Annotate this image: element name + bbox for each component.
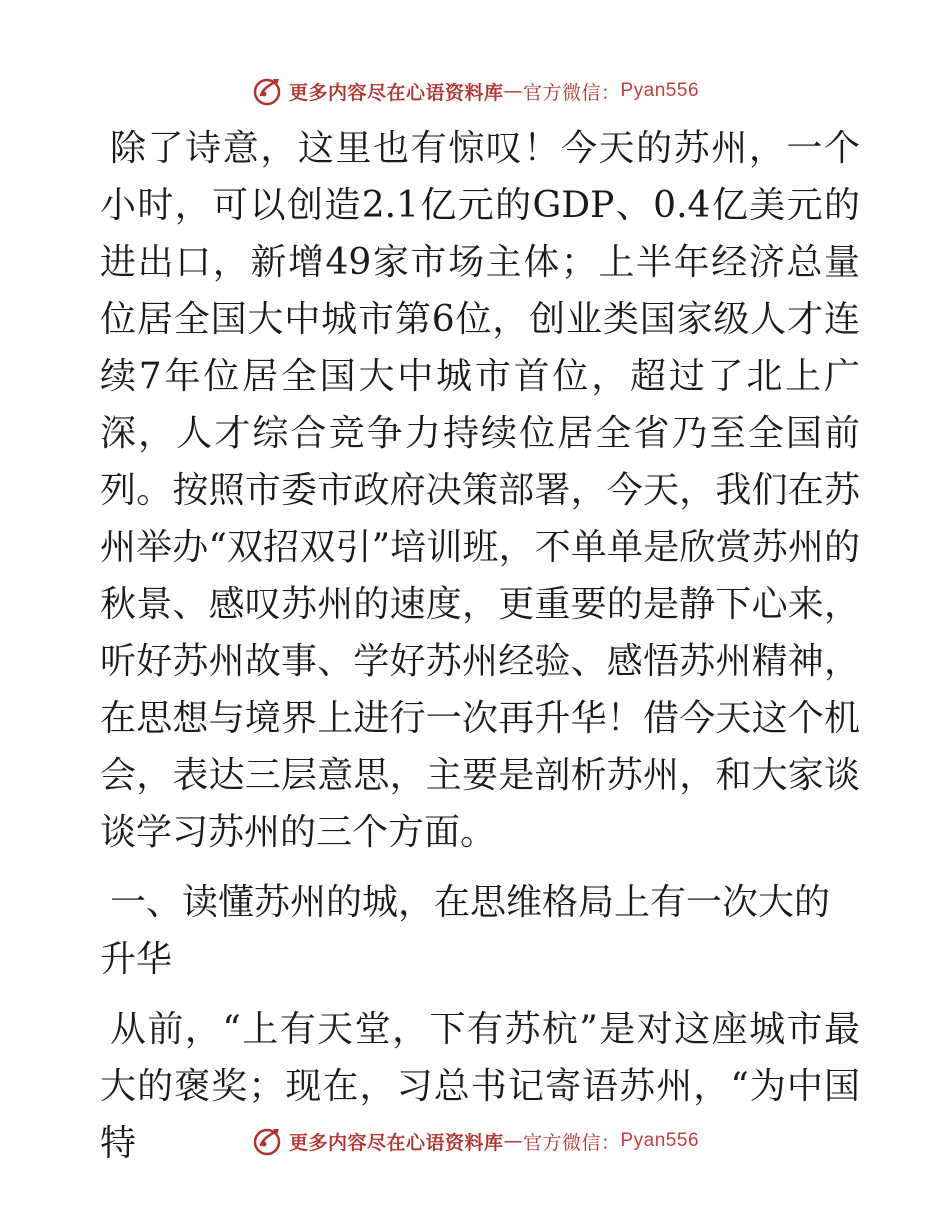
section-heading-1: 一、读懂苏州的城，在思维格局上有一次大的升华 <box>100 882 831 980</box>
banner-wechat-label: 官方微信： <box>522 1131 621 1154</box>
banner-wechat-id: Pyan556 <box>620 1130 700 1151</box>
banner-separator: — <box>503 80 523 102</box>
banner-brand-text: 更多内容尽在心语资料库 <box>288 81 504 104</box>
banner-wechat-label: 官方微信： <box>522 81 621 104</box>
brand-logo-icon <box>251 75 283 107</box>
brand-logo-icon <box>251 1125 283 1157</box>
banner-wechat-id: Pyan556 <box>620 80 700 101</box>
body-paragraph-1: 除了诗意，这里也有惊叹！今天的苏州，一个小时，可以创造2.1亿元的GDP、0.4亿美元的进出口，新增49家市场主体；上半年经济总量位居全国大中城市第6位，创业类国家级人才连续7年位居全国大中城市首位，超过了北上广深，人才综合竞争力持续位居全省乃至全国前列。按照市委市政府决策部署，今天，我们在苏州举办“双招双引”培训班，不单单是欣赏苏州的秋景、感叹苏州的速度，更重要的是静下心来，听好苏州故事、学好苏州经验、感悟苏州精神，在思想与境界上进行一次再升华！借今天这个机会，表达三层意思，主要是剖析苏州，和大家谈谈学习苏州的三个方面。 <box>100 128 860 853</box>
header-banner <box>0 71 950 111</box>
document-body <box>100 120 860 1172</box>
banner-brand-text: 更多内容尽在心语资料库 <box>288 1131 504 1154</box>
footer-banner <box>0 1121 950 1161</box>
banner-separator: — <box>503 1130 523 1152</box>
body-paragraph-2: 从前，“上有天堂，下有苏杭”是对这座城市最大的褒奖；现在，习总书记寄语苏州，“为中国特 <box>100 1009 860 1164</box>
